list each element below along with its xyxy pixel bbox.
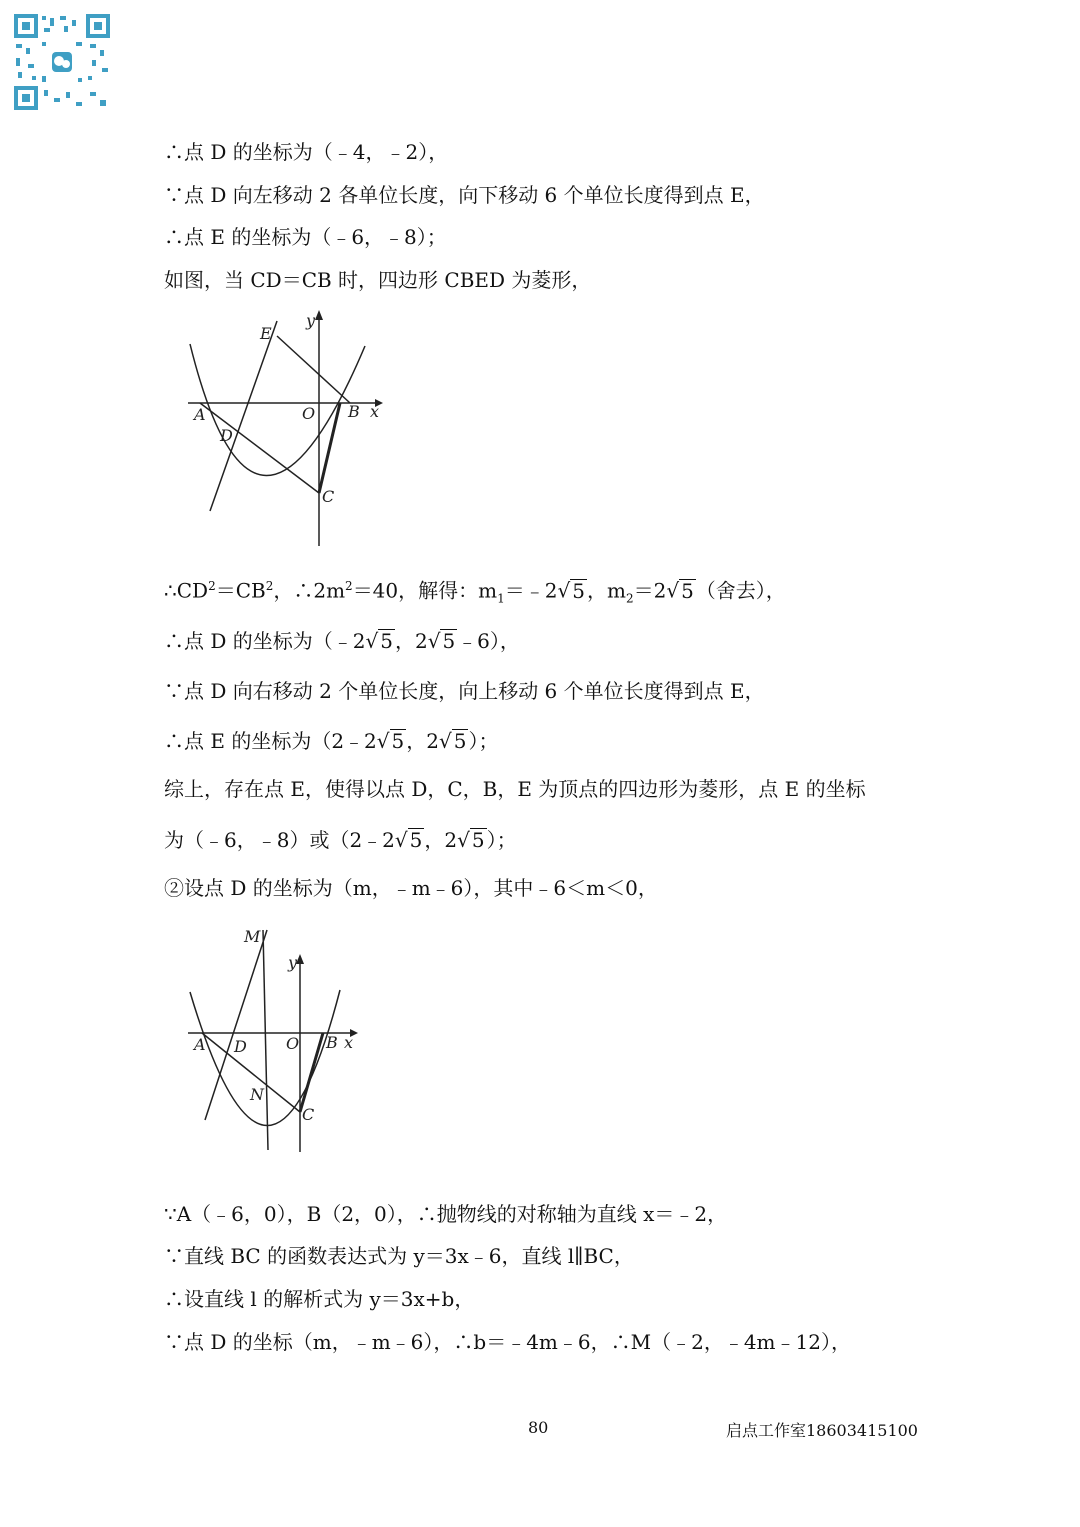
label-n: N bbox=[250, 1085, 264, 1104]
line-ed bbox=[210, 321, 277, 511]
label-o: O bbox=[286, 1034, 300, 1053]
text-line: ∵直线 BC 的函数表达式为 y＝3x﹣6，直线 l∥BC， bbox=[164, 1244, 634, 1268]
text-line: ∴点 D 的坐标为（﹣2√ 5 ，2√ 5 ﹣6）， bbox=[164, 629, 520, 653]
label-a: A bbox=[194, 405, 206, 424]
text-line: 综上，存在点 E，使得以点 D，C，B，E 为顶点的四边形为菱形，点 E 的坐标 bbox=[164, 777, 866, 801]
wechat-qr-code-icon bbox=[14, 14, 110, 110]
text-line: 为（﹣6，﹣8）或（2﹣2√ 5 ，2√ 5 ）； bbox=[164, 828, 517, 852]
y-axis-arrow bbox=[296, 954, 304, 964]
line-eb bbox=[277, 336, 350, 403]
label-b: B bbox=[326, 1033, 338, 1052]
page-number: 80 bbox=[528, 1418, 549, 1437]
label-x: x bbox=[370, 402, 380, 421]
figure-line-l bbox=[180, 920, 380, 1165]
label-d: D bbox=[220, 426, 233, 445]
label-c: C bbox=[322, 487, 335, 506]
text-line: ∴点 E 的坐标为（﹣6，﹣8）； bbox=[164, 225, 447, 249]
label-a: A bbox=[194, 1035, 206, 1054]
text-line: ∵点 D 的坐标（m，﹣m﹣6），∴b＝﹣4m﹣6，∴M（﹣2，﹣4m﹣12）， bbox=[164, 1330, 851, 1354]
label-c: C bbox=[302, 1105, 315, 1124]
text-line: $\therefore CD^2=CB^2$，$\therefore 2m^2=40$，解得：$m_1=﹣2√$ 5 ，$m_2=2√$ 5 （舍去）， bbox=[164, 578, 786, 606]
text-line: ∴点 E 的坐标为（2﹣2√ 5 ，2√ 5 ）； bbox=[164, 729, 499, 753]
text-line: ∵点 D 向左移动 2 各单位长度，向下移动 6 个单位长度得到点 E， bbox=[164, 183, 765, 207]
label-x: x bbox=[344, 1033, 354, 1052]
symmetry-axis bbox=[263, 930, 268, 1150]
footer-brand: 启点工作室18603415100 bbox=[726, 1421, 918, 1440]
y-axis-arrow bbox=[315, 310, 323, 320]
segment-bc bbox=[300, 1033, 323, 1112]
figure-rhombus-cbed bbox=[180, 306, 390, 551]
text-line: ②设点 D 的坐标为（m，﹣m﹣6），其中﹣6＜m＜0， bbox=[164, 876, 658, 900]
segment-bc bbox=[319, 403, 340, 493]
label-o: O bbox=[302, 404, 316, 423]
label-d: D bbox=[234, 1037, 247, 1056]
label-y: y bbox=[288, 953, 298, 972]
text-line: ∴点 D 的坐标为（﹣4，﹣2）， bbox=[164, 140, 449, 164]
label-b: B bbox=[348, 402, 360, 421]
text-line: ∵A（﹣6，0），B（2，0），∴抛物线的对称轴为直线 x＝﹣2， bbox=[164, 1202, 728, 1226]
label-e: E bbox=[260, 324, 272, 343]
label-m: M bbox=[244, 927, 261, 946]
text-line: ∴设直线 l 的解析式为 y＝3x+b， bbox=[164, 1287, 475, 1311]
label-y: y bbox=[306, 311, 316, 330]
text-line: 如图，当 CD＝CB 时，四边形 CBED 为菱形， bbox=[164, 268, 592, 292]
text-line: ∵点 D 向右移动 2 个单位长度，向上移动 6 个单位长度得到点 E， bbox=[164, 679, 765, 703]
